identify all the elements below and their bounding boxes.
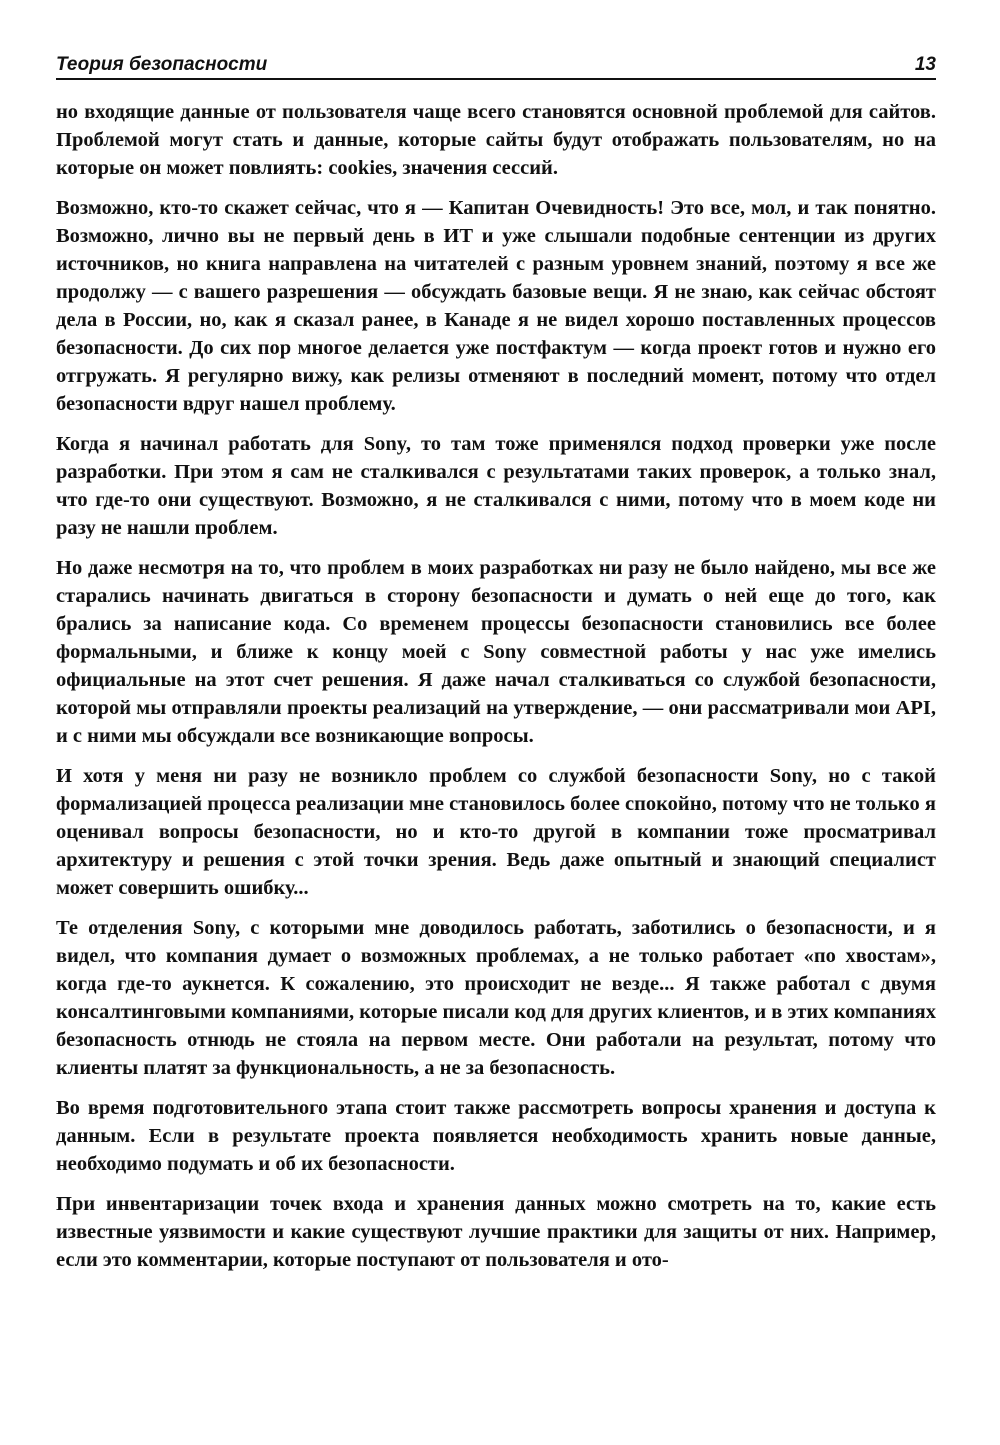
- book-page: [56, 50, 936, 1286]
- page-number: 13: [914, 54, 936, 75]
- paragraph: Те отделения Sony, с которыми мне доводилось работать, заботились о безопасности, и я видел, что компания думает о возможных проблемах, а не только работает «по хвостам», когда где-то аукнется. К сожалению, это происходит не везде... Я также работал с двумя консалтинговыми компаниями, которые писали код для других клиентов, и в этих компаниях безопасность отнюдь не стояла на первом месте. Они работали на результат, потому что клиенты платят за функциональность, а не за безопасность.: [56, 917, 936, 1079]
- paragraph: Когда я начинал работать для Sony, то там тоже применялся подход проверки уже после разработки. При этом я сам не сталкивался с результатами таких проверок, а только знал, что где-то они существуют. Возможно, я не сталкивался с ними, потому что в моем коде ни разу не нашли проблем.: [56, 433, 936, 539]
- paragraph: И хотя у меня ни разу не возникло проблем со службой безопасности Sony, но с такой формализацией процесса реализации мне становилось более спокойно, потому что не только я оценивал вопросы безопасности, но и кто-то другой в компании тоже просматривал архитектуру и решения с этой точки зрения. Ведь даже опытный и знающий специалист может совершить ошибку...: [56, 765, 936, 899]
- paragraph: Возможно, кто-то скажет сейчас, что я — Капитан Очевидность! Это все, мол, и так понятно. Возможно, лично вы не первый день в ИТ и уже слышали подобные сентенции из других источников, но книга направлена на читателей с разным уровнем знаний, поэтому я все же продолжу — с вашего разрешения — обсуждать базовые вещи. Я не знаю, как сейчас обстоят дела в России, но, как я сказал ранее, в Канаде я не видел хорошо поставленных процессов безопасности. До сих пор многое делается уже постфактум — когда проект готов и нужно его отгружать. Я регулярно вижу, как релизы отменяют в последний момент, потому что отдел безопасности вдруг нашел проблему.: [56, 197, 936, 415]
- paragraph: При инвентаризации точек входа и хранения данных можно смотреть на то, какие есть известные уязвимости и какие существуют лучшие практики для защиты от них. Например, если это комментарии, которые поступают от пользователя и ото-: [56, 1193, 936, 1271]
- paragraph: Но даже несмотря на то, что проблем в моих разработках ни разу не было найдено, мы все же старались начинать двигаться в сторону безопасности и думать о ней еще до того, как брались за написание кода. Со временем процессы безопасности становились все более формальными, и ближе к концу моей с Sony совместной работы у нас уже имелись официальные на этот счет решения. Я даже начал сталкиваться со службой безопасности, которой мы отправляли проекты реализаций на утверждение, — они рассматривали мои API, и с ними мы обсуждали все возникающие вопросы.: [56, 557, 936, 747]
- section-title: Теория безопасности: [56, 54, 268, 75]
- paragraph: Во время подготовительного этапа стоит также рассмотреть вопросы хранения и доступа к данным. Если в результате проекта появляется необходимость хранить новые данные, необходимо подумать и об их безопасности.: [56, 1097, 936, 1175]
- paragraph: но входящие данные от пользователя чаще всего становятся основной проблемой для сайтов. Проблемой могут стать и данные, которые сайты будут отображать пользователям, но на которые он может повлиять: cookies, значения сессий.: [56, 101, 936, 179]
- body-text: [56, 98, 936, 1274]
- running-header: [56, 50, 936, 80]
